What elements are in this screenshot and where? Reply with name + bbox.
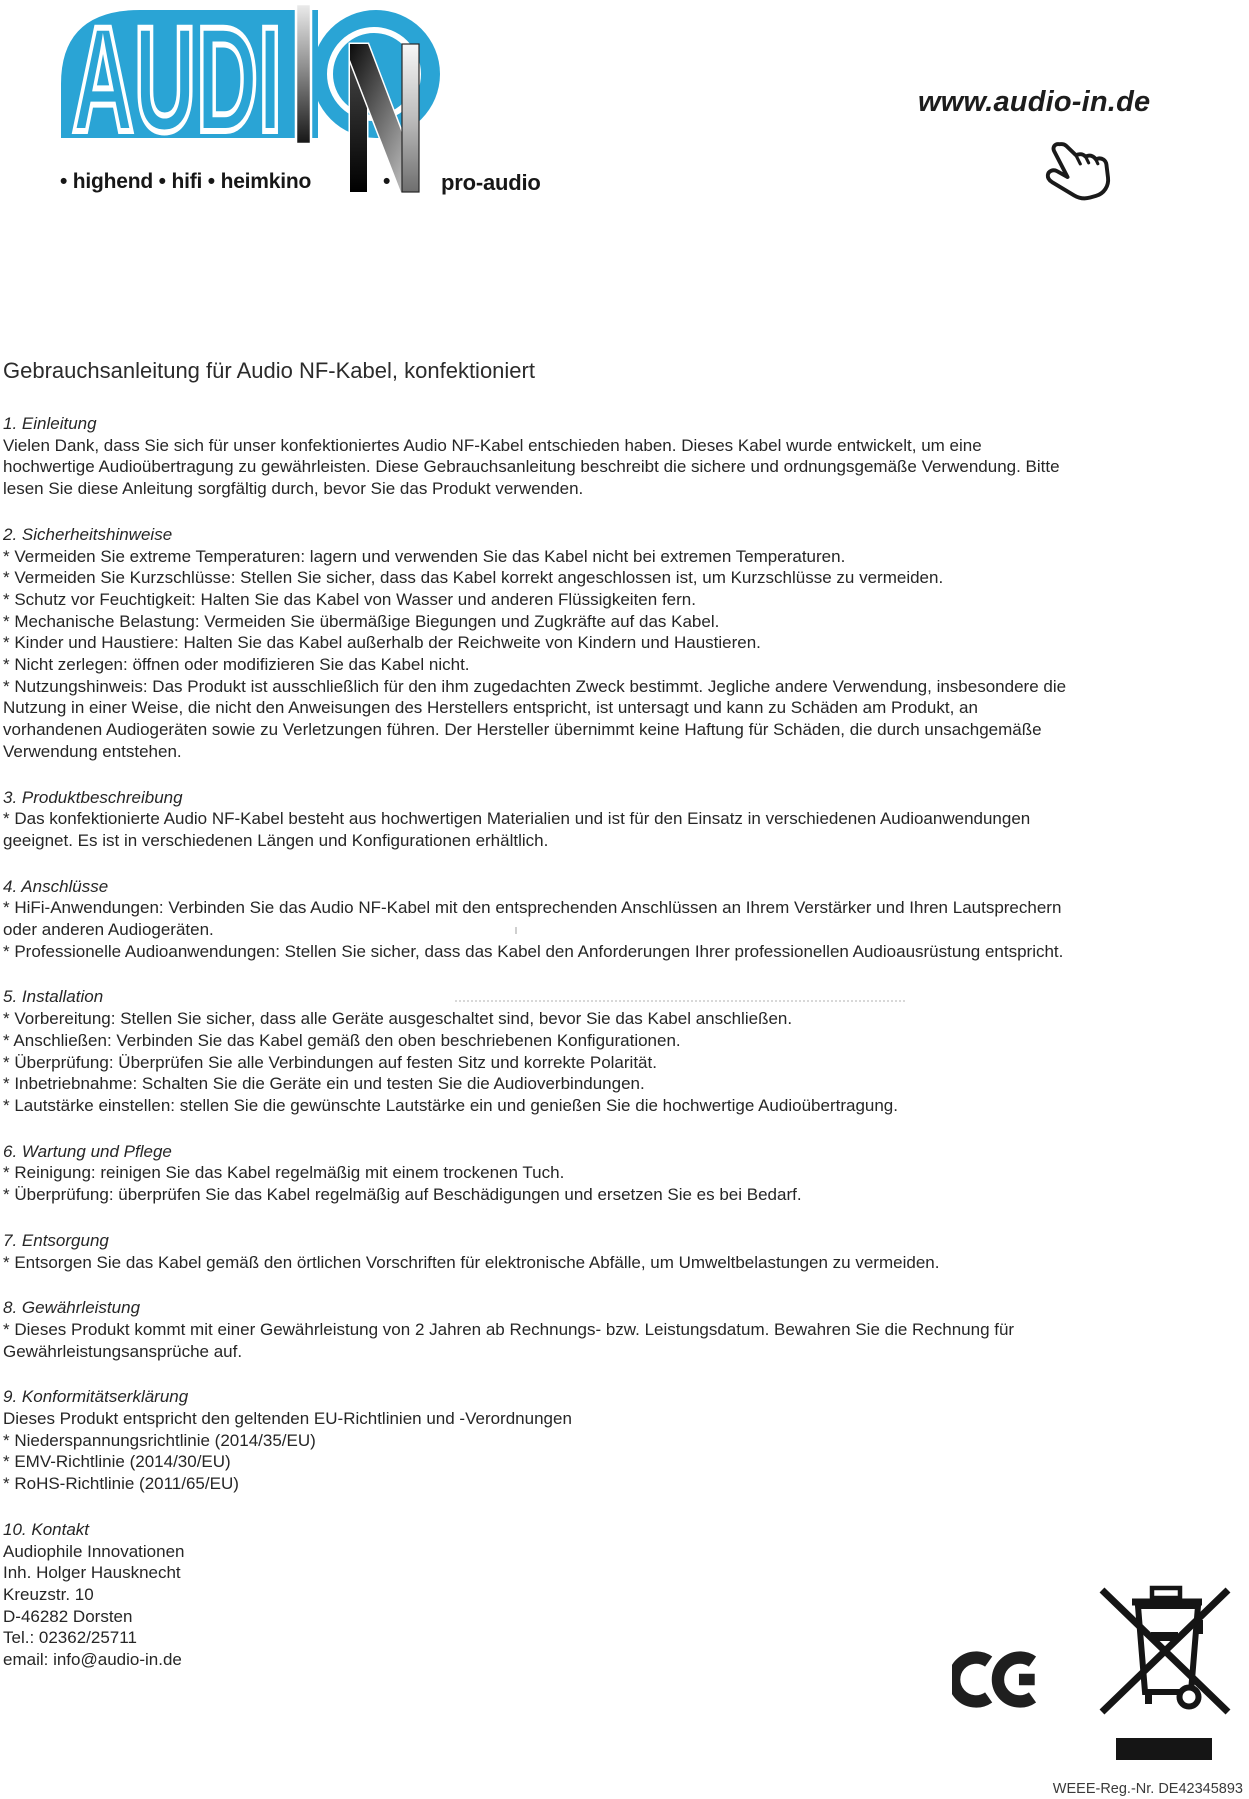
weee-bin-icon xyxy=(1088,1580,1240,1766)
text-line: * Das konfektionierte Audio NF-Kabel besteht aus hochwertigen Materialien und ist für den Einsatz in verschiedenen Audioanwendungen xyxy=(3,809,1031,829)
section-10 xyxy=(3,1519,1123,1671)
ce-mark-icon xyxy=(952,1649,1044,1710)
text-line: * EMV-Richtlinie (2014/30/EU) xyxy=(3,1452,231,1472)
text-line: * Lautstärke einstellen: stellen Sie die gewünschte Lautstärke ein und genießen Sie die hochwertige Audioübertragung. xyxy=(3,1095,898,1115)
section-5 xyxy=(3,986,1123,1116)
text-line: * Nutzungshinweis: Das Produkt ist ausschließlich für den ihm zugedachten Zweck bestimmt. Jegliche andere Verwendung, insbesondere die xyxy=(3,676,1067,696)
logo-tagline-right: pro-audio xyxy=(441,170,541,195)
text-line: lesen Sie diese Anleitung sorgfältig durch, bevor Sie das Produkt verwenden. xyxy=(3,479,584,499)
section-2 xyxy=(3,524,1123,763)
text-line: * RoHS-Richtlinie (2011/65/EU) xyxy=(3,1474,239,1494)
text-line: Dieses Produkt entspricht den geltenden EU-Richtlinien und -Verordnungen xyxy=(3,1409,572,1429)
text-line: * Vermeiden Sie Kurzschlüsse: Stellen Sie sicher, dass das Kabel korrekt angeschlossen ist, um Kurzschlüsse zu vermeiden. xyxy=(3,568,944,588)
text-line: email: info@audio-in.de xyxy=(3,1650,182,1670)
text-line: * Kinder und Haustiere: Halten Sie das Kabel außerhalb der Reichweite von Kindern und Haustieren. xyxy=(3,633,761,653)
section-heading: 1. Einleitung xyxy=(3,414,97,433)
text-line: Vielen Dank, dass Sie sich für unser konfektioniertes Audio NF-Kabel entschieden haben. Dieses Kabel wurde entwickelt, um eine xyxy=(3,435,982,455)
section-heading: 7. Entsorgung xyxy=(3,1230,109,1250)
logo-word-audi: AUDI xyxy=(72,4,282,163)
text-line: Inh. Holger Hausknecht xyxy=(3,1563,181,1583)
text-line: Kreuzstr. 10 xyxy=(3,1584,94,1604)
text-line: geeignet. Es ist in verschiedenen Längen und Konfigurationen erhältlich. xyxy=(3,830,549,850)
text-line: * Überprüfung: Überprüfen Sie alle Verbindungen auf festen Sitz und korrekte Polarität. xyxy=(3,1052,657,1072)
sections-container xyxy=(3,413,1123,1671)
text-line: * Vermeiden Sie extreme Temperaturen: lagern und verwenden Sie das Kabel nicht bei extremen Temperaturen. xyxy=(3,546,846,566)
section-heading: 10. Kontakt xyxy=(3,1519,90,1539)
section-heading: 5. Installation xyxy=(3,987,104,1007)
text-line: Gewährleistungsansprüche auf. xyxy=(3,1341,243,1361)
text-line: * Reinigung: reinigen Sie das Kabel regelmäßig mit einem trockenen Tuch. xyxy=(3,1163,565,1183)
text-line: * Überprüfung: überprüfen Sie das Kabel regelmäßig auf Beschädigungen und ersetzen Sie es bei Bedarf. xyxy=(3,1185,802,1205)
text-line: oder anderen Audiogeräten. xyxy=(3,920,214,940)
text-line: Nutzung in einer Weise, die nicht den Anweisungen des Herstellers entspricht, ist untersagt und kann zu Schäden am Produkt, an xyxy=(3,698,978,718)
logo-overlay-i xyxy=(296,4,311,144)
text-line: Tel.: 02362/25711 xyxy=(3,1628,137,1648)
logo-tagline-bullet: • xyxy=(383,170,391,193)
text-line: hochwertige Audioübertragung zu gewährleisten. Diese Gebrauchsanleitung beschreibt die sichere und ordnungsgemäße Verwendung. Bitte xyxy=(3,457,1060,477)
section-heading: 6. Wartung und Pflege xyxy=(3,1141,172,1161)
text-line: * Professionelle Audioanwendungen: Stellen Sie sicher, dass das Kabel den Anforderungen Ihrer professionellen Audioausrüstung entspricht. xyxy=(3,941,1064,961)
weee-registration-number: WEEE-Reg.-Nr. DE42345893 xyxy=(1052,1781,1243,1797)
section-8 xyxy=(3,1297,1123,1362)
text-line: * Anschließen: Verbinden Sie das Kabel gemäß den oben beschriebenen Konfigurationen. xyxy=(3,1030,681,1050)
section-1 xyxy=(3,413,1123,500)
website-url[interactable]: www.audio-in.de xyxy=(918,86,1151,118)
page-title: Gebrauchsanleitung für Audio NF-Kabel, konfektioniert xyxy=(3,358,535,383)
text-line: Verwendung entstehen. xyxy=(3,741,182,761)
text-line: vorhandenen Audiogeräten sowie zu Verletzungen führen. Der Hersteller übernimmt keine Haftung für Schäden, die durch unsachgemäße xyxy=(3,720,1042,740)
text-line: * HiFi-Anwendungen: Verbinden Sie das Audio NF-Kabel mit den entsprechenden Anschlüssen an Ihrem Verstärker und Ihren Lautsprechern xyxy=(3,898,1062,918)
section-6 xyxy=(3,1141,1123,1206)
text-line: * Entsorgen Sie das Kabel gemäß den örtlichen Vorschriften für elektronische Abfälle, um Umweltbelastungen zu vermeiden. xyxy=(3,1252,940,1272)
text-line: * Schutz vor Feuchtigkeit: Halten Sie das Kabel von Wasser und anderen Flüssigkeiten fern. xyxy=(3,589,696,609)
section-3 xyxy=(3,787,1123,852)
section-4 xyxy=(3,876,1123,963)
section-9 xyxy=(3,1386,1123,1495)
text-line: * Nicht zerlegen: öffnen oder modifizieren Sie das Kabel nicht. xyxy=(3,655,470,675)
logo-tagline-left: • highend • hifi • heimkino xyxy=(60,170,312,193)
text-line: * Inbetriebnahme: Schalten Sie die Geräte ein und testen Sie die Audioverbindungen. xyxy=(3,1074,645,1094)
section-heading: 4. Anschlüsse xyxy=(3,876,109,896)
section-heading: 2. Sicherheitshinweise xyxy=(3,524,173,544)
scan-artifact-tick xyxy=(515,927,517,934)
text-line: * Dieses Produkt kommt mit einer Gewährleistung von 2 Jahren ab Rechnungs- bzw. Leistungsdatum. Bewahren Sie die Rechnung für xyxy=(3,1319,1015,1339)
text-line: * Niederspannungsrichtlinie (2014/35/EU) xyxy=(3,1430,316,1450)
text-line: * Vorbereitung: Stellen Sie sicher, dass alle Geräte ausgeschaltet sind, bevor Sie das Kabel anschließen. xyxy=(3,1009,793,1029)
weee-bar xyxy=(1116,1738,1212,1760)
hand-pointer-icon xyxy=(1038,134,1116,220)
text-line: * Mechanische Belastung: Vermeiden Sie übermäßige Biegungen und Zugkräfte auf das Kabel. xyxy=(3,611,720,631)
section-heading: 8. Gewährleistung xyxy=(3,1298,141,1318)
section-heading: 9. Konformitätserklärung xyxy=(3,1387,189,1407)
text-line: Audiophile Innovationen xyxy=(3,1541,185,1561)
section-7 xyxy=(3,1230,1123,1273)
manual-text xyxy=(3,358,1123,1695)
scan-artifact-dots xyxy=(455,1000,905,1002)
section-heading: 3. Produktbeschreibung xyxy=(3,787,183,807)
text-line: D-46282 Dorsten xyxy=(3,1606,133,1626)
